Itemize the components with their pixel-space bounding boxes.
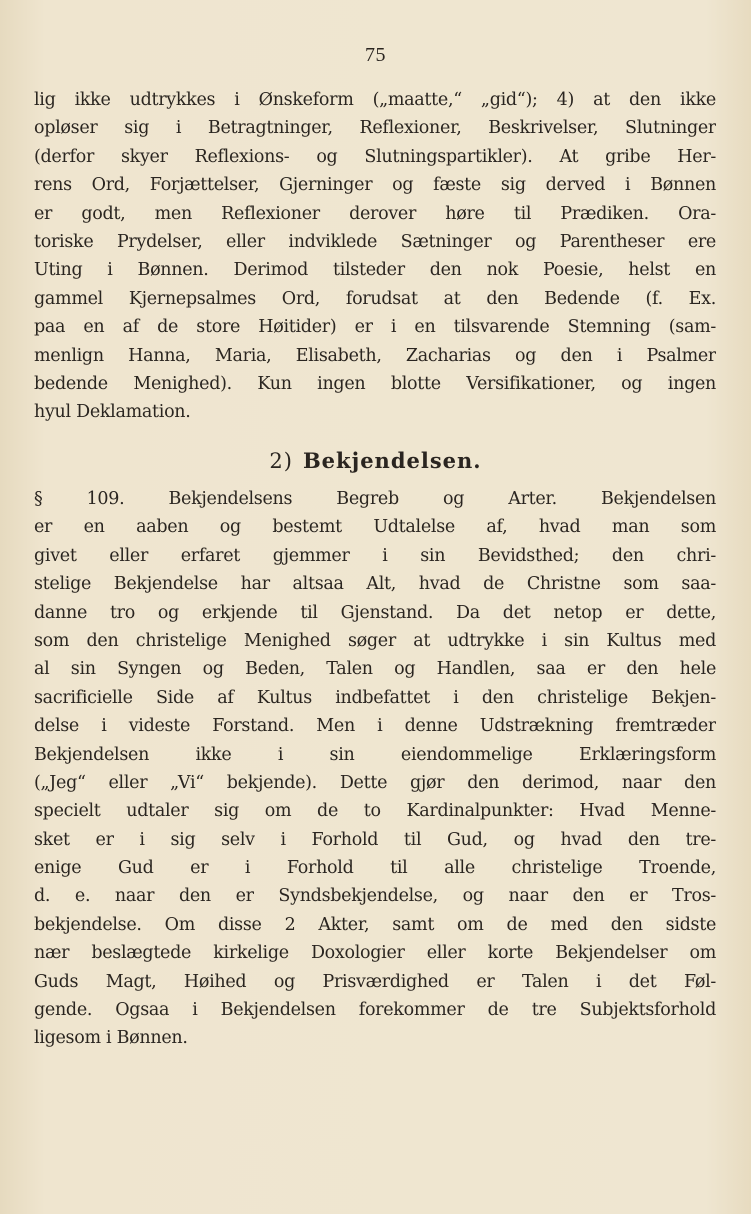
section-number: 2) [269,449,293,473]
text-line: al sin Syngen og Beden, Talen og Handlen, saa er den hele [34,659,716,680]
text-line: Uting i Bønnen. Derimod tilsteder den nok Poesie, helst en [34,260,716,281]
text-line: sket er i sig selv i Forhold til Gud, og hvad den tre- [34,829,716,850]
text-line: d. e. naar den er Syndsbekjendelse, og naar den er Tros- [34,886,716,907]
text-line: rens Ord, Forjættelser, Gjerninger og fæste sig derved i Bønnen [34,175,716,196]
text-line: bedende Menighed). Kun ingen blotte Versifikationer, og ingen [34,373,716,394]
text-line: („Jeg“ eller „Vi“ bekjende). Dette gjør den derimod, naar den [34,772,716,793]
text-line: enige Gud er i Forhold til alle christelige Troende, [34,858,716,879]
text-line: toriske Prydelser, eller indviklede Sætninger og Parentheser ere [34,231,716,252]
text-line: nær beslægtede kirkelige Doxologier eller korte Bekjendelser om [34,943,716,964]
text-line: som den christelige Menighed søger at udtrykke i sin Kultus med [34,630,716,651]
text-line: bekjendelse. Om disse 2 Akter, samt om de med den sidste [34,914,716,935]
section-title: Bekjendelsen. [302,448,482,473]
text-line: opløser sig i Betragtninger, Reflexioner, Beskrivelser, Slutninger [34,118,716,139]
text-line: paa en af de store Høitider) er i en tilsvarende Stemning (sam- [34,317,716,338]
text-line: lig ikke udtrykkes i Ønskeform („maatte,“ „gid“); 4) at den ikke [34,90,716,110]
text-line: delse i videste Forstand. Men i denne Udstrækning fremtræder [34,716,716,737]
paragraph-2 [34,485,716,1053]
text-line: sacrificielle Side af Kultus indbefattet i den christelige Bekjen- [34,687,716,708]
text-line: stelige Bekjendelse har altsaa Alt, hvad de Christne som saa- [34,574,716,595]
text-line: Guds Magt, Høihed og Prisværdighed er Talen i det Føl- [34,971,716,992]
page-number: 75 [365,44,386,66]
text-line: § 109. Bekjendelsens Begreb og Arter. Bekjendelsen [34,489,716,509]
paragraph-1 [34,86,716,427]
text-line: specielt udtaler sig om de to Kardinalpunkter: Hvad Menne- [34,801,716,822]
text-line: gammel Kjernepsalmes Ord, forudsat at den Bedende (f. Ex. [34,288,716,309]
text-line: givet eller erfaret gjemmer i sin Bevidsthed; den chri- [34,545,716,566]
text-line: er godt, men Reflexioner derover høre til Prædiken. Ora- [34,203,716,224]
text-line: ligesom i Bønnen. [34,1028,188,1049]
section-heading [0,448,751,473]
text-line: (derfor skyer Reflexions- og Slutningspartikler). At gribe Her- [34,146,716,167]
text-line: gende. Ogsaa i Bekjendelsen forekommer de tre Subjektsforhold [34,1000,716,1021]
text-line: danne tro og erkjende til Gjenstand. Da det netop er dette, [34,602,716,623]
text-line: menlign Hanna, Maria, Elisabeth, Zacharias og den i Psalmer [34,345,716,366]
text-line: hyul Deklamation. [34,402,191,423]
text-line: Bekjendelsen ikke i sin eiendommelige Erklæringsform [34,744,716,765]
text-line: er en aaben og bestemt Udtalelse af, hvad man som [34,517,716,538]
